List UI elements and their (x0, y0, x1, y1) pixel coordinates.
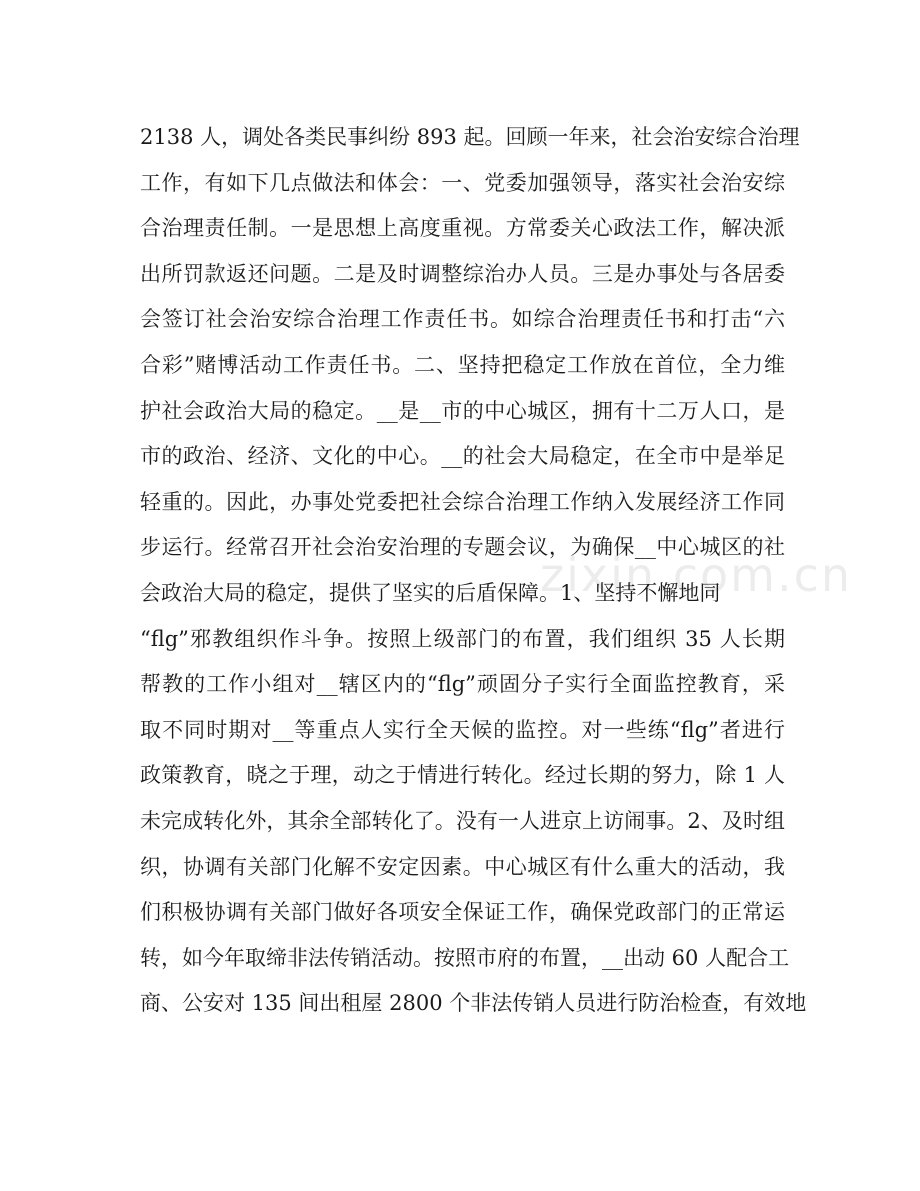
text-line: 工作，有如下几点做法和体会：一、党委加强领导，落实社会治安综 (140, 170, 785, 195)
text-line: 商、公安对 135 间出租屋 2800 个非法传销人员进行防治检查，有效地 (140, 991, 807, 1016)
text-line: “flg”邪教组织作斗争。按照上级部门的布置，我们组织 35 人长期 (140, 626, 785, 651)
text-line: 未完成转化外，其余全部转化了。没有一人进京上访闹事。2、及时组 (140, 808, 785, 833)
text-line: 会签订社会治安综合治理工作责任书。如综合治理责任书和打击“六 (140, 307, 785, 332)
text-line: 市的政治、经济、文化的中心。__的社会大局稳定，在全市中是举足 (140, 444, 785, 469)
body-text (140, 115, 807, 1027)
text-line: 轻重的。因此，办事处党委把社会综合治理工作纳入发展经济工作同 (140, 489, 785, 514)
text-line: 政策教育，晓之于理，动之于情进行转化。经过长期的努力，除 1 人 (140, 763, 785, 788)
text-line: 取不同时期对__等重点人实行全天候的监控。对一些练“flg”者进行 (140, 717, 785, 742)
text-line: 合彩”赌博活动工作责任书。二、坚持把稳定工作放在首位，全力维 (140, 352, 785, 377)
text-line: 帮教的工作小组对__辖区内的“flg”顽固分子实行全面监控教育，采 (140, 672, 785, 697)
text-line: 步运行。经常召开社会治安治理的专题会议，为确保__中心城区的社 (140, 535, 785, 560)
text-line: 护社会政治大局的稳定。__是__市的中心城区，拥有十二万人口，是 (140, 398, 785, 423)
text-line: 们积极协调有关部门做好各项安全保证工作，确保党政部门的正常运 (140, 900, 785, 925)
text-line: 转，如今年取缔非法传销活动。按照市府的布置，__出动 60 人配合工 (140, 945, 790, 970)
watermark: zixin.com.cn (540, 548, 853, 602)
text-line: 合治理责任制。一是思想上高度重视。方常委关心政法工作，解决派 (140, 216, 785, 241)
text-line: 出所罚款返还问题。二是及时调整综治办人员。三是办事处与各居委 (140, 261, 785, 286)
text-line: 织，协调有关部门化解不安定因素。中心城区有什么重大的活动，我 (140, 854, 785, 879)
text-line: 会政治大局的稳定，提供了坚实的后盾保障。1、坚持不懈地同 (140, 580, 721, 605)
text-line: 2138 人，调处各类民事纠纷 893 起。回顾一年来，社会治安综合治理 (140, 125, 800, 149)
